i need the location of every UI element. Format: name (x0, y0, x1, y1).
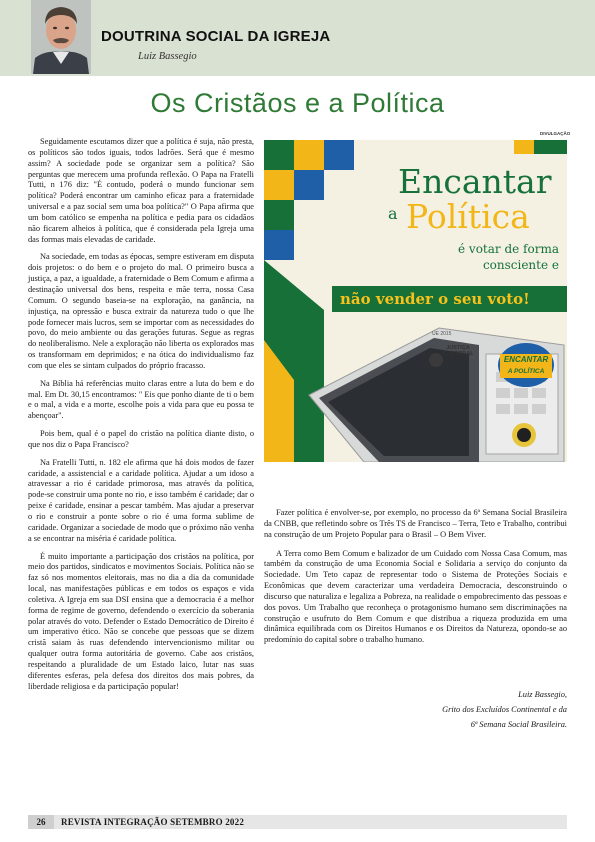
author-photo (31, 0, 91, 74)
paragraph: Fazer política é envolver-se, por exemplo, no processo da 6ª Semana Social Brasileira da CNBB, que refletindo sobre os Três TS de Francisco – Terra, Teto e Trabalho, contribui na construção de um Projeto Popular para o Brasil – O Bem Viver. (264, 508, 567, 539)
publication-name: REVISTA INTEGRAÇÃO SETEMBRO 2022 (61, 817, 245, 827)
badge-line1: ENCANTAR (503, 355, 549, 364)
paragraph: A Terra como Bem Comum e balizador de um Cuidado com Nossa Casa Comum, mas também da construção de uma Economia Social e Solidaria a serviço do conjunto da Sociedade. Um Teto capaz de representar todo o Sistema de Proteções Sociais e Econômicas que devem caracterizar uma verdadeira Democracia, desconstruindo o discurso que naturaliza e legaliza a Pobreza, na realidade o empobrecimento das pessoas e dos povos. Um Trabalho que reconheça o protagonismo humano sem discriminações na construção e usufruto do Bem Comum e que distribua a riqueza produzida em uma dinâmica equilibrada com os Direitos Humanos e os Direitos da Natureza, opondo-se ao predomínio do capital sobre o trabalho humano. (264, 548, 567, 645)
ad-headline-line3: é votar de forma consciente e (458, 242, 559, 272)
ad-headline-line2: Política (406, 197, 530, 236)
ad-headline-connector: a (388, 204, 398, 223)
machine-label: JUSTIÇA ELEITORAL (442, 345, 474, 358)
column-header (0, 0, 595, 76)
ad-credit-tag: DIVULGAÇÃO (540, 131, 571, 136)
signature-line2: Grito dos Excluídos Continental e da (442, 705, 567, 715)
campaign-ad-image (264, 140, 567, 462)
column-title: DOUTRINA SOCIAL DA IGREJA (101, 28, 331, 45)
paragraph: É muito importante a participação dos cristãos na política, por meio dos partidos, sindicatos e movimentos Sociais. Política não se faz só nos momentos eleitorais, mas no dia a dia da comunidade local, nas manifestações públicas e em todos os espaços e vida coletiva. A Igreja em sua DSI ensina que a democracia é a melhor forma de regime de governo, defendendo o exercício da soberania polar através do voto. Defender o Estado Democrático de Direito é um imperativo ético. Não se concebe que pessoas que se dizem cristã saiam às ruas defendendo intervencionismo militar ou qualquer outra forma autoritária de governo. Cabe aos cristãos, respeitando a pluralidade de um Estado laico, lutar nas suas diferentes esferas, pela defesa dos direitos dos mais pobres, da liberdade religiosa e da participação popular! (28, 551, 254, 691)
article-title: Os Cristãos e a Política (150, 88, 445, 118)
ad-headline-line1: Encantar (398, 162, 552, 201)
machine-label-top: UE 2015 (432, 331, 452, 337)
article-right-column (264, 508, 567, 654)
paragraph: Na Fratelli Tutti, n. 182 ele afirma que há dois modos de fazer caridade, a assistencial e a caridade política. Ajudar a um idoso a atravessar a rio é caridade primorosa, mas através da política, pode-se construir uma ponte no rio, e isso também é caridade; dar o peixe é caridade, ensinar a pescar também. Mas ajudar a preservar o rio e construir a ponte sobre o rio é uma forma sublime de caridade. Organizar a sociedade de modo que o próximo não venha a se encontrar na miséria é caridade política. (28, 457, 254, 543)
article-left-column (28, 137, 254, 700)
signature-block (442, 687, 567, 732)
ad-slogan: não vender o seu voto! (340, 290, 530, 308)
author-photo-drawing (31, 0, 91, 74)
paragraph: Na sociedade, em todas as épocas, sempre estiveram em disputa dois projetos: o do bem e o projeto do mal. O primeiro busca a justiça, a paz, a igualdade, a fraternidade o Bem Comum e afirma a destinação universal dos bens, respeita e mãe terra, nossa Casa Comum. O segundo baseia-se na exploração, na ganância, na injustiça, na opressão e busca extrair da natureza tudo o que lhe pode fornecer mais lucros, sem se importar com as necessidades do povo, do meio ambiente ou das gerações futuras. Segue as regras do neoliberalismo. Nele a exploração não liberta os explorados mas os transformam em deprimidos; e na ótica do individualismo faz com que eles se sintam culpados do próprio fracasso. (28, 252, 254, 370)
page-number: 26 (28, 815, 54, 829)
paragraph: Seguidamente escutamos dizer que a política é suja, não presta, os políticos são todos iguais, todos ladrões. Será que é mesmo assim? A sociedade pode se organizar sem a política? São perguntas que merecem uma profunda reflexão. O Papa na Fratelli Tutti, n 176 diz: "É contudo, poderá o mundo funcionar sem política? Poderá encontrar um caminho eficaz para a fraternidade universal e a paz social sem uma boa política?" O Papa afirma que um bom católico se empenha na política e pedia para os cidadãos não ficarem alheios à política, que é considerada pela Igreja uma das formas mais elevadas de caridade. (28, 137, 254, 244)
signature-line3: 6ª Semana Social Brasileira. (470, 720, 567, 730)
badge-line2: A POLÍTICA (507, 368, 545, 375)
column-author: Luiz Bassegio (138, 51, 197, 62)
signature-name: Luiz Bassegio, (518, 690, 567, 699)
paragraph: Pois bem, qual é o papel do cristão na política diante disto, o que nos diz o Papa Francisco? (28, 429, 254, 449)
paragraph: Na Bíblia há referências muito claras entre a luta do bem e do mal. Em Dt. 30,15 encontramos: " Eis que ponho diante de ti o bem e o mal, a vida e a morte, escolhe pois a vida para que eu possa te abençoar". (28, 378, 254, 421)
